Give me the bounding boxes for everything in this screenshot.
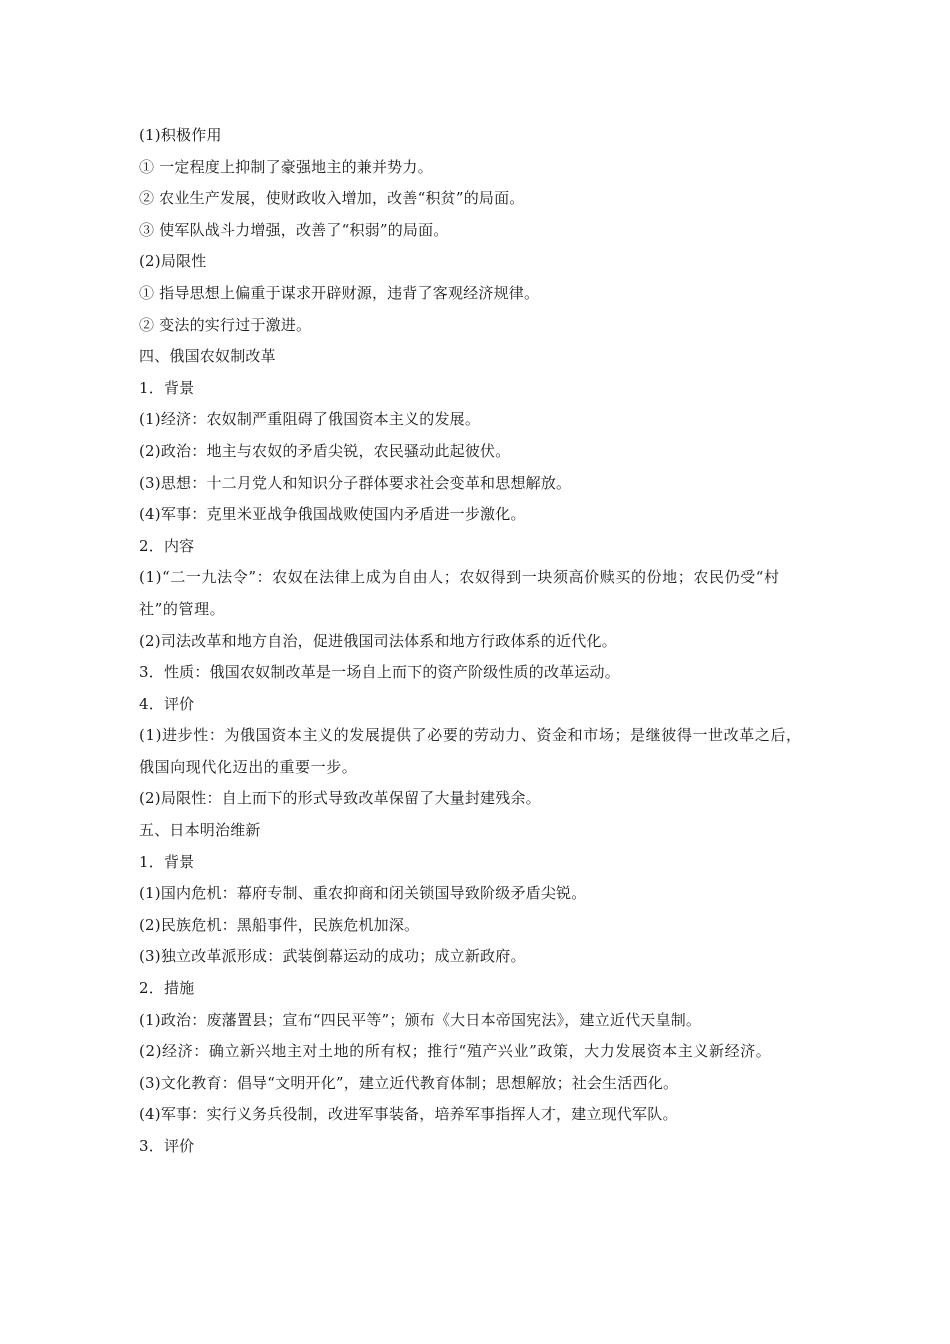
section-heading-japan: 五、日本明治维新 bbox=[139, 821, 261, 840]
text-paragraph: (2)经济：确立新兴地主对土地的所有权；推行“殖产兴业”政策，大力发展资本主义新经济。 bbox=[139, 1042, 772, 1061]
text-line: 3．性质：俄国农奴制改革是一场自上而下的资产阶级性质的改革运动。 bbox=[139, 663, 620, 682]
text-line: ① 指导思想上偏重于谋求开辟财源，违背了客观经济规律。 bbox=[139, 283, 540, 302]
text-line: (4)军事：实行义务兵役制，改进军事装备，培养军事指挥人才，建立现代军队。 bbox=[139, 1105, 678, 1124]
subheading-evaluation: 3．评价 bbox=[139, 1137, 195, 1155]
text-line: (2)政治：地主与农奴的矛盾尖锐，农民骚动此起彼伏。 bbox=[139, 441, 511, 460]
subheading-background: 1．背景 bbox=[139, 378, 195, 397]
text-line: ③ 使军队战斗力增强，改善了“积弱”的局面。 bbox=[139, 220, 449, 239]
text-line: (1)政治：废藩置县；宣布“四民平等”；颁布《大日本帝国宪法》，建立近代天皇制。 bbox=[139, 1010, 702, 1029]
subheading-measures: 2．措施 bbox=[139, 979, 195, 998]
text-line: (2)民族危机：黑船事件，民族危机加深。 bbox=[139, 915, 420, 934]
text-line: ① 一定程度上抑制了豪强地主的兼并势力。 bbox=[139, 157, 433, 176]
text-line: (4)军事：克里米亚战争俄国战败使国内矛盾进一步激化。 bbox=[139, 505, 526, 524]
document-page bbox=[139, 120, 814, 1163]
text-line: (3)独立改革派形成：武装倒幕运动的成功；成立新政府。 bbox=[139, 947, 526, 966]
subheading-evaluation: 4．评价 bbox=[139, 694, 195, 713]
subheading-content: 2．内容 bbox=[139, 536, 195, 555]
text-line: (3)思想：十二月党人和知识分子群体要求社会变革和思想解放。 bbox=[139, 473, 572, 492]
text-paragraph: (1)“二一九法令”：农奴在法律上成为自由人；农奴得到一块须高价赎买的份地；农民仍受“村社”的管理。 bbox=[139, 568, 780, 618]
subheading-limitation: (2)局限性 bbox=[139, 252, 207, 271]
text-line: ② 农业生产发展，使财政收入增加，改善“积贫”的局面。 bbox=[139, 189, 525, 208]
text-paragraph: (1)进步性：为俄国资本主义的发展提供了必要的劳动力、资金和市场；是继彼得一世改革之后，俄国向现代化迈出的重要一步。 bbox=[139, 726, 802, 776]
text-line: ② 变法的实行过于激进。 bbox=[139, 315, 312, 334]
section-heading-russia: 四、俄国农奴制改革 bbox=[139, 347, 276, 366]
subheading-positive-role: (1)积极作用 bbox=[139, 126, 222, 144]
text-line: (1)国内危机：幕府专制、重农抑商和闭关锁国导致阶级矛盾尖锐。 bbox=[139, 884, 587, 903]
text-line: (1)经济：农奴制严重阻碍了俄国资本主义的发展。 bbox=[139, 410, 481, 429]
text-line: (3)文化教育：倡导“文明开化”，建立近代教育体制；思想解放；社会生活西化。 bbox=[139, 1073, 679, 1092]
text-line: (2)局限性：自上而下的形式导致改革保留了大量封建残余。 bbox=[139, 789, 541, 808]
text-line: (2)司法改革和地方自治，促进俄国司法体系和地方行政体系的近代化。 bbox=[139, 631, 617, 650]
subheading-background: 1．背景 bbox=[139, 852, 195, 871]
